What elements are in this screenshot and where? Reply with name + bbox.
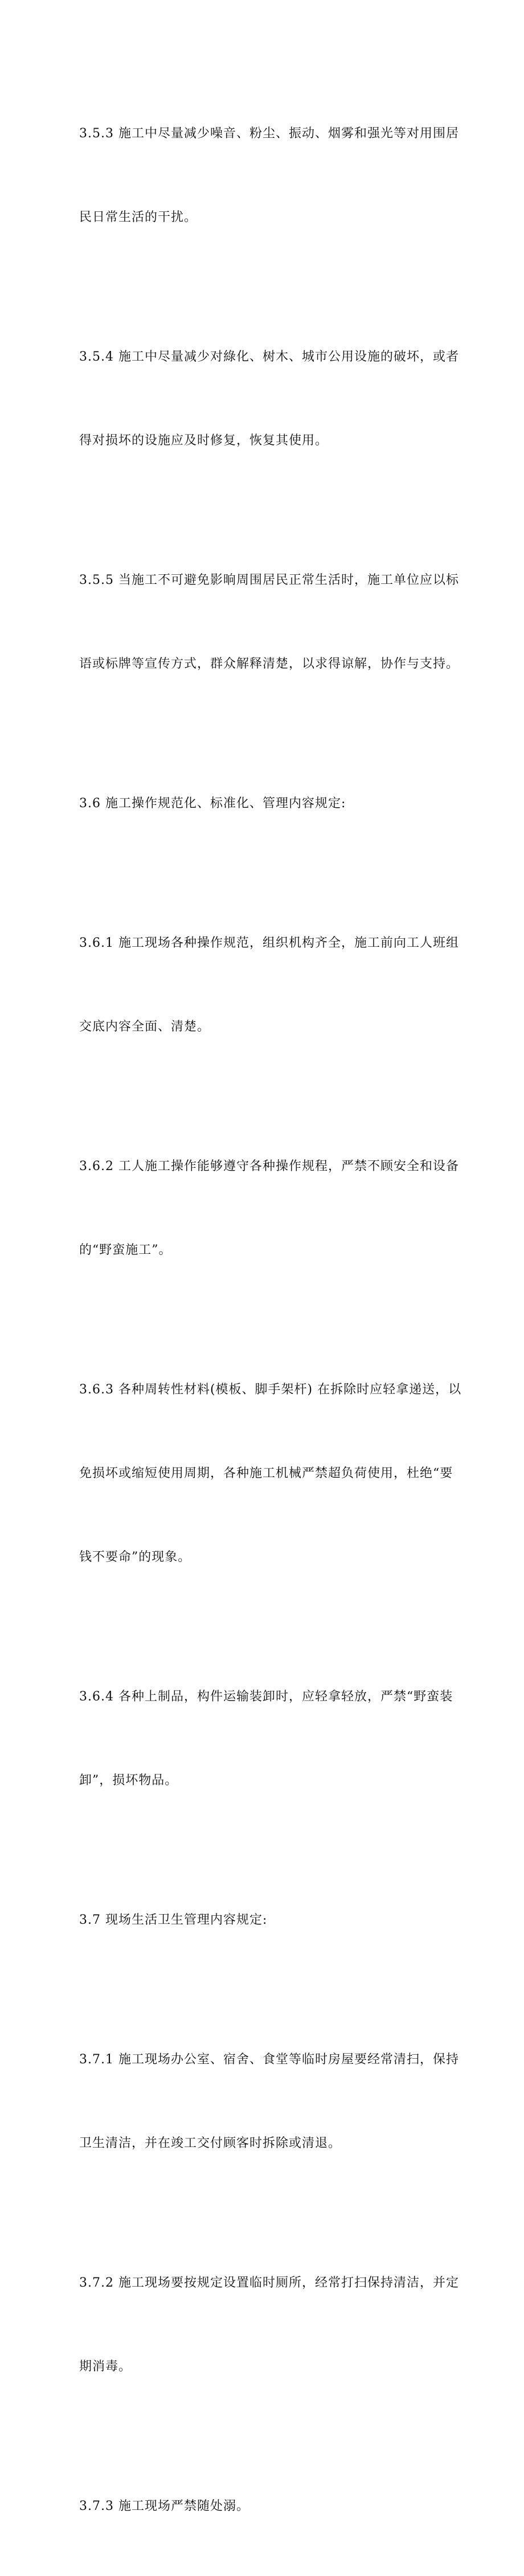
- text-line: 期消毒。: [79, 2360, 132, 2374]
- text-line: 3.7.1 施工现场办公室、宿舍、食堂等临时房屋要经常清扫，保持: [79, 2052, 459, 2067]
- paragraph-3-6-2: [79, 1097, 459, 1320]
- paragraph-3-6-4: [79, 1627, 453, 1850]
- text-line: 语或标牌等宣传方式，群众解释清楚，以求得谅解，协作与支持。: [79, 657, 460, 671]
- text-line: 民日常生活的干扰。: [79, 210, 198, 224]
- text-line: 得对损坏的设施应及时修复，恢复其使用。: [79, 434, 329, 448]
- text-line: 的“野蛮施工”。: [79, 1243, 172, 1257]
- section-heading-3-7: [79, 1850, 449, 1990]
- paragraph-3-5-5: [79, 510, 460, 734]
- text-line: 免损坏或缩短使用周期，各种施工机械严禁超负荷使用，杜绝“要: [79, 1466, 453, 1481]
- text-line: 3.7.2 施工现场要按规定设置临时厕所，经常打扫保持清洁，并定: [79, 2276, 459, 2290]
- text-line: 3.5.5 当施工不可避免影晌周围居民正常生活时，施工单位应以标: [79, 573, 459, 587]
- paragraph-3-7-3: [79, 2436, 449, 2576]
- text-line: 卸”，损坏物品。: [79, 1773, 178, 1788]
- paragraph-3-6-1: [79, 873, 459, 1097]
- text-line: 3.6 施工操作规范化、标准化、管理内容规定:: [79, 796, 346, 811]
- paragraph-3-7-1: [79, 1990, 459, 2213]
- text-line: 3.5.4 施工中尽量减少对綠化、树木、城市公用设施的破坏，或者: [79, 350, 459, 364]
- paragraph-3-7-2: [79, 2213, 459, 2436]
- text-line: 3.6.4 各种上制品，构件运输装卸时，应轻拿轻放，严禁“野蛮装: [79, 1690, 453, 1704]
- section-heading-3-6: [79, 734, 449, 873]
- text-line: 3.6.1 施工现场各种操作规范，组织机构齐全，施工前向工人班组: [79, 936, 459, 950]
- paragraph-3-6-3: [79, 1320, 462, 1627]
- text-line: 卫生清洁，并在竣工交付顾客时拆除或清退。: [79, 2136, 342, 2150]
- text-line: 3.6.3 各种周转性材料(模板、脚手架杆) 在拆除时应轻拿递送，以: [79, 1383, 462, 1397]
- text-line: 3.6.2 工人施工操作能够遵守各种操作规程，严禁不顾安全和设备: [79, 1159, 459, 1173]
- paragraph-3-5-4: [79, 287, 459, 510]
- text-line: 钱不要命”的现象。: [79, 1550, 191, 1564]
- text-line: 交底内容全面、清楚。: [79, 1020, 211, 1034]
- text-line: 3.7 现场生活卫生管理内容规定:: [79, 1913, 268, 1927]
- document-body: [79, 64, 462, 2576]
- paragraph-3-5-3: [79, 64, 459, 287]
- text-line: 3.5.3 施工中尽量减少噪音、粉尘、振动、烟雾和强光等对用围居: [79, 126, 459, 141]
- text-line: 3.7.3 施工现场严禁随处溺。: [79, 2499, 249, 2513]
